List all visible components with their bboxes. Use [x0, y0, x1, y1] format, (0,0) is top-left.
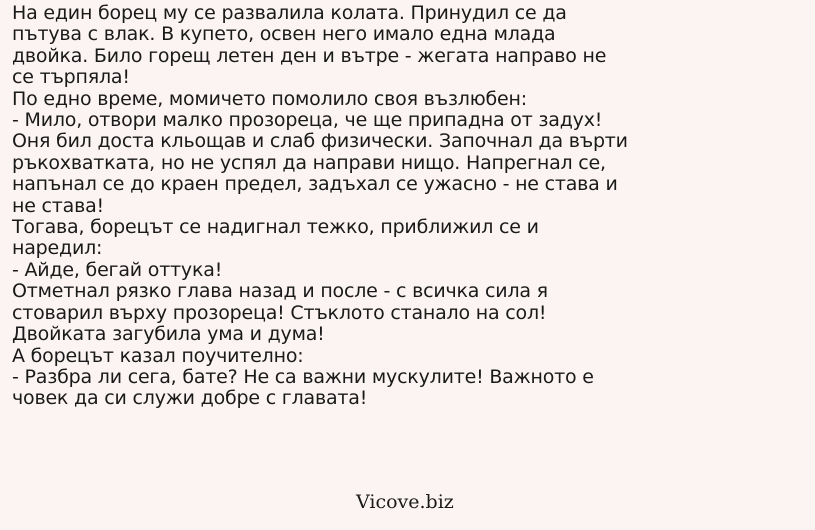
joke-line: - Мило, отвори малко прозореца, че ще припадна от задух! — [12, 109, 603, 132]
joke-line: - Айде, бегай оттука! — [12, 258, 223, 281]
joke-line: стоварил върху прозореца! Стъклото станало на сол! — [12, 301, 547, 324]
joke-line: човек да си служи добре с главата! — [12, 387, 368, 410]
joke-line: Тогава, борецът се надигнал тежко, приближил се и — [12, 216, 539, 239]
joke-line: - Разбра ли сега, бате? Не са важни мускулите! Важното е — [12, 365, 594, 388]
joke-text — [12, 3, 807, 410]
joke-line: наредил: — [12, 237, 103, 260]
joke-line: На един борец му се развалила колата. Принудил се да — [12, 2, 567, 24]
joke-line: двойка. Било горещ летен ден и вътре - жегата направо не — [12, 44, 607, 67]
joke-line: напънал се до краен предел, задъхал се ужасно - не става и — [12, 173, 618, 196]
joke-line: ръкохватката, но не успял да направи нищо. Напрегнал се, — [12, 151, 606, 174]
joke-line: не става! — [12, 194, 104, 217]
joke-line: Отметнал рязко глава назад и после - с всичка сила я — [12, 280, 548, 303]
joke-line: Оня бил доста кльощав и слаб физически. Започнал да върти — [12, 130, 628, 153]
joke-line: А борецът казал поучително: — [12, 344, 304, 367]
joke-line: се търпяла! — [12, 66, 130, 89]
joke-line: Двойката загубила ума и дума! — [12, 323, 325, 346]
joke-line: По едно време, момичето помолило своя възлюбен: — [12, 87, 527, 110]
source-watermark: Vicove.biz — [356, 491, 454, 513]
joke-line: пътува с влак. В купето, освен него имало една млада — [12, 23, 556, 46]
